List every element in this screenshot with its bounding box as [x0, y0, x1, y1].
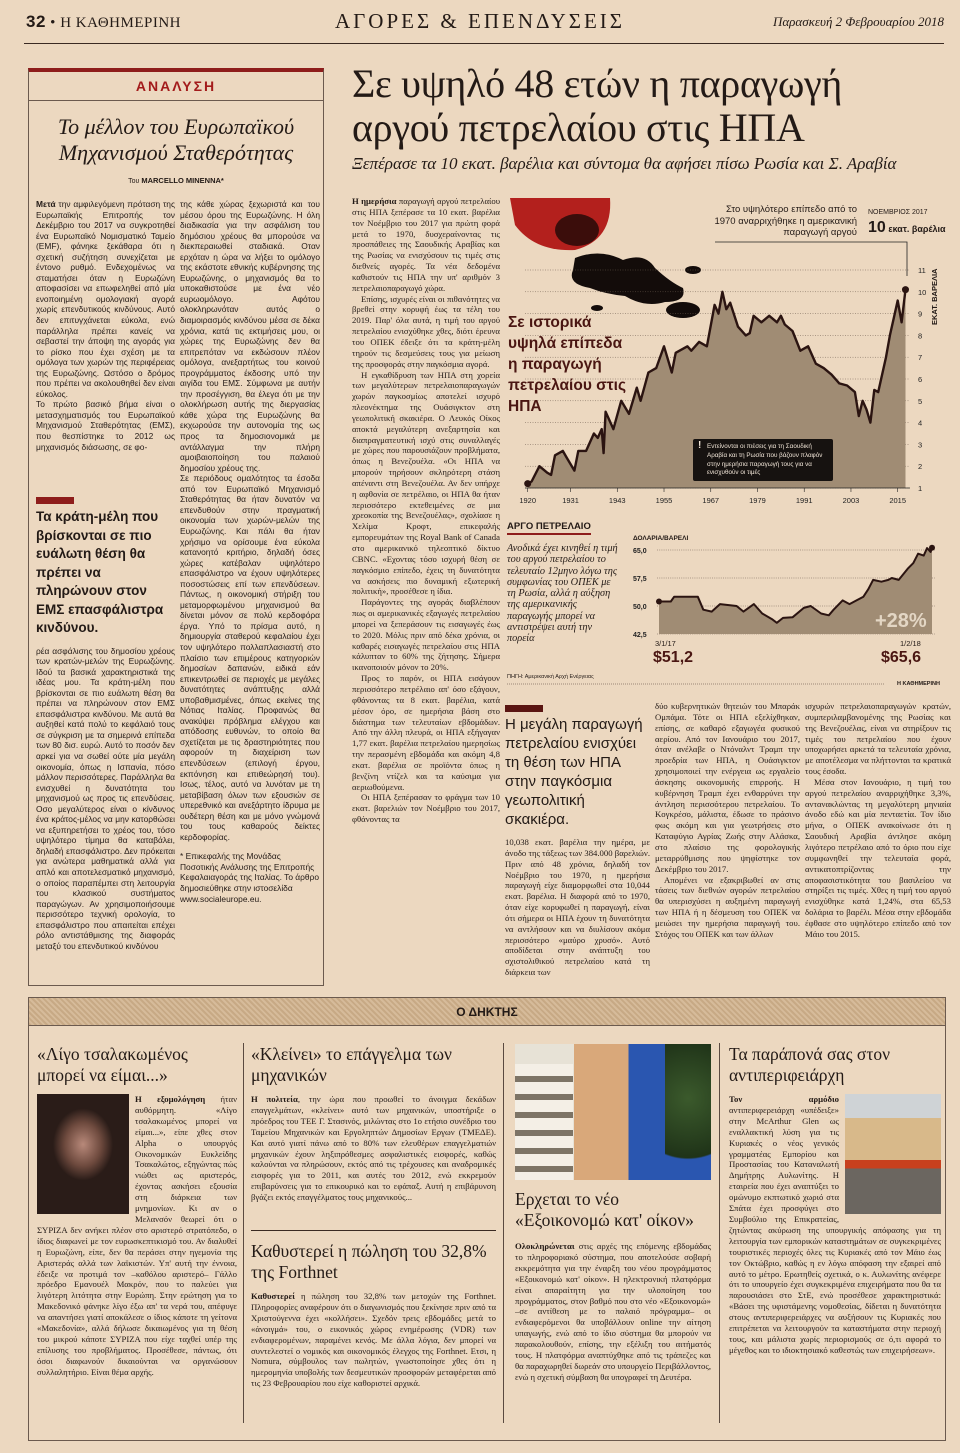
lead-word: Ολοκληρώνεται: [515, 1241, 575, 1251]
paragraph: Παράγοντες της αγοράς διαβλέπουν πως οι αμερικανικές εξαγωγές πετρελαίου μπορεί να ξεπεράσουν τις εισαγωγές έως το 2020. Μόλις πριν από δέκα χρόνια, οι καθαρές εισαγωγές πετρελαίου στις ΗΠΑ κάλυπταν το 60% της ζήτησης. Σήμερα ικανοποιούν μόνον το 20%.: [352, 597, 500, 673]
annotation-unit: εκατ. βαρέλια: [888, 224, 946, 234]
byline-prefix: Του: [128, 178, 140, 185]
analysis-col2: [180, 199, 320, 985]
paragraph: [36, 199, 175, 399]
x-tick-label: 2003: [842, 496, 860, 505]
main-article-col2: [505, 705, 650, 982]
main-article-col4: [805, 701, 951, 982]
y-tick-label: 65,0: [633, 548, 647, 555]
oil-barrel-illustration: [510, 198, 701, 318]
y-tick-label: 3: [918, 440, 923, 450]
paragraph: [251, 1094, 496, 1203]
divider: [251, 1230, 496, 1231]
end-price: $65,6: [881, 649, 922, 666]
peak-point-nov-2017: [902, 286, 909, 293]
exclamation-icon: !: [698, 440, 702, 451]
paragraph: [515, 1241, 711, 1383]
item-tsakalotos: [37, 1044, 237, 1434]
x-tick-label: 1931: [562, 496, 579, 505]
pull-quote-text: Η μεγάλη παραγωγή πετρελαίου ενισχύει τη θέση των ΗΠΑ στην παγκόσμια γεωπολιτική σκακιέρα.: [505, 716, 643, 828]
divider: [243, 1043, 244, 1423]
main-article-col3: [655, 701, 800, 982]
item-title: Τα παράπονά σας στον αντιπεριφειάρχη: [729, 1044, 891, 1085]
y-tick-label: 42,5: [633, 632, 647, 639]
item-title: «Κλείνει» το επάγγελμα των μηχανικών: [251, 1044, 452, 1085]
lead-word: Καθυστερεί: [251, 1291, 295, 1301]
end-date: 1/2/18: [900, 639, 921, 648]
photo-tree: [665, 1044, 711, 1180]
main-subtitle: Ξεπέρασε τα 10 εκατ. βαρέλια και σύντομα θα αφήσει πίσω Ρωσία και Σ. Αραβία: [352, 154, 897, 173]
end-point: [929, 545, 935, 551]
paragraph: Η εγκαθίδρυση των ΗΠΑ στη χορεία των μεγαλύτερων πετρελαιοπαραγωγών χωρών παγκοσμίως αποτελεί ισχυρό πλεονέκτημα της Ουάσιγκτον στη γεωπολιτική σκακιέρα. Ο Λευκός Οίκος αποκτά μεγαλύτερη ανεξαρτησία και διαπραγματευτική ισχύ στις συναλλαγές με χώρες που παρουσιάζουν προβλήματα, όπως η Βενεζουέλα. «Οι ΗΠΑ να μπορούν τηρήσουν σκληρότερη στάση απέναντι στη Βενεζουέλα. Αν δεν υπήρχε η αφθονία σε πετρέλαιο, οι ΗΠΑ θα ήταν περισσότερο εκτεθειμένες σε μια χρεοκοπία της Βενεζουέλας», σχολίασε η Χελίμα Κροφτ, επικεφαλής εμπορευμάτων της Royal Bank of Canada στο αμερικανικό τηλεοπτικό δίκτυο CBNC. «Εχοντας τόσο ισχυρή θέση σε παγκόσμιο επίπεδο, έχεις τη δυνατότητα να ασκήσεις πιο δυναμική εξωτερική πολιτική», προσέθεσε η ίδια.: [352, 369, 500, 597]
paragraph: Σε περιόδους ομαλότητος τα έσοδα από τον Ευρωπαϊκό Μηχανισμό Σταθερότητας θα ήταν δυνατόν να επενδυθούν στην πραγματική οικονομία των χωρών-μελών της Ευρωζώνης. Και πάλι θα ήταν χρήσιμο να ορίσουμε ένα εύκολα κατανοητό κριτήριο, δηλαδή όσες χώρες κατέβαλαν υψηλότερο επασφάλιστρο να έχουν υψηλότερες ποσοστώσεις επί των επενδύσεων. Πάντως, η οικονομική στήριξη του μεταμορφωμένου μηχανισμού θα δίνεται μόνον σε πολύ κερδοφόρα έργα. Υπό το πρίσμα αυτό, η δημιουργία σταθερού κεφαλαίου έχει τον υψηλότερο πολλαπλασιαστή στο πλαίσιο των επιμέρους κατηγοριών δημοσίων δαπανών, ειδικά εάν επικεντρωθεί σε περιοχές με μεγάλες δυνατότητες ανάπτυξης αλλά υποβαθμισμένες, όπως εκείνες της Νότιας Ιταλίας. Προφανώς θα ανακύψει πρόβλημα ελέγχου και απόδοσης ευθυνών, το οποίο θα σχετίζεται με τις δραστηριότητες που αφορούν τη διαχείριση των επενδύσεων (επιλογή έργου, εκπόνηση και επιθεώρησή του). Ισως, τέλος, αυτό να λυνόταν με τη μεταβίβαση όλων των εξουσιών σε υπερεθνικό και ανεξάρτητο ίδρυμα με ουδέτερη θέση και με μόνο γνώμονά του τους καθαρούς δείκτες κερδοφορίας.: [180, 473, 320, 842]
annotation-date: ΝΟΕΜΒΡΙΟΣ 2017: [868, 209, 928, 216]
headline-line: αργού πετρελαίου στις ΗΠΑ: [352, 105, 805, 150]
lead-word: Η ημερήσια: [352, 196, 397, 206]
y-tick-label: 6: [918, 375, 923, 384]
author-footnote: * Επικεφαλής της Μονάδας Ποσοτικής Ανάλυσης της Επιτροπής Κεφαλαιαγοράς της Ιταλίας. Το άρθρο δημοσιεύθηκε στην ιστοσελίδα www.socialeurope.eu.: [180, 851, 319, 904]
annotation-number: 10: [868, 219, 886, 236]
y-tick-label: 50,0: [633, 604, 647, 611]
pull-quote-text: Τα κράτη-μέλη που βρίσκονται σε πιο ευάλωτη θέση θα πρέπει να πληρώνουν στον ΕΜΣ επασφάλιστρα κινδύνου.: [36, 509, 164, 635]
chart-annotation: Στο υψηλότερο επίπεδο από το 1970 αναρριχήθηκε η αμερικανική παραγωγή αργού: [714, 204, 857, 238]
photo-apartment-building: [515, 1044, 711, 1180]
page-number: 32: [26, 12, 46, 31]
pull-quote-bar: [505, 705, 543, 712]
photo-outlet-village: [845, 1094, 941, 1214]
y-axis-label: ΕΚΑΤ. ΒΑΡΕΛΙΑ: [930, 268, 939, 325]
y-tick-label: 2: [918, 462, 923, 472]
paragraph: Μέσα στον Ιανουάριο, η τιμή του αργού πετρελαίου αναρριχήθηκε 3,3%, αντανακλώντας τη μεγαλύτερη μηνιαία άνοδο εδώ και μία πενταετία. Τον ίδιο μήνα, ο ΟΠΕΚ ανακοίνωσε ότι η Σαουδική Αραβία άντλησε ακόμη λιγότερο πετρέλαιο από το όριο που είχε συμφωνηθεί την τελευταία φορά, αντικατοπτρίζοντας την αποφασιστικότητα του βασιλείου να στηρίξει τις τιμές. Χθες η τιμή του αργού ενισχύθηκε κατά 1,24%, στα 65,53 δολάρια το βαρέλι. Μέσα στην εβδομάδα έφθασε στο υψηλότερο επίπεδο από τον Μάιο του 2015.: [805, 776, 951, 939]
photo-balconies: [515, 1064, 573, 1180]
change-percent: +28%: [875, 610, 927, 632]
text: παραγωγή αργού πετρελαίου στις ΗΠΑ ξεπέρασε τα 10 εκατ. βαρέλια τον Νοέμβριο του 2017 για πρώτη φορά μετά το 1970, δυσχεραίνοντας τις προσπάθειες της Σαουδικής Αραβίας και της Ρωσίας να ενισχύσουν τις τιμές στις διεθνείς αγορές. Τα νέα δεδομένα καθιστούν τις ΗΠΑ την υπ' αριθμόν 3 πετρελαιοπαραγωγό χώρα.: [352, 196, 500, 293]
item-exoikonomo: [515, 1044, 711, 1434]
y-tick-label: 9: [918, 309, 923, 319]
x-tick-label: 1955: [655, 496, 673, 505]
lead-word: Τον αρμόδιο: [729, 1094, 839, 1104]
crude-price-chart: [505, 510, 960, 700]
paragraph: [251, 1291, 496, 1389]
x-tick-label: 1967: [702, 496, 720, 505]
price-chart-title: ΑΡΓΟ ΠΕΤΡΕΛΑΙΟ: [507, 521, 591, 535]
paragraph: Απομένει να εξακριβωθεί αν στις τάσεις των διεθνών αγορών πετρελαίου θα υπερισχύσει η αυξημένη παραγωγή των ΗΠΑ ή η δέσμευση του ΟΠΕΚ να μειώσει την ημερήσια παραγωγή του. Στόχος του ΟΠΕΚ και των άλλων: [655, 874, 800, 939]
paragraph: 10,038 εκατ. βαρέλια την ημέρα, με άνοδο της τάξεως των 384.000 βαρελιών. Πριν από 48 χρόνια, δηλαδή τον Νοέμβριο του 1970, η ημερήσια παραγωγή είχε διαμορφωθεί στα 10,044 εκατ. βαρέλια. Η διαφορά από το 1970, όταν είχε κορυφωθεί η παραγωγή, είναι ότι σήμερα οι ΗΠΑ έχουν τη δυνατότητα να αντλήσουν και να διυλίσουν ακόμα περισσότερο «μαύρο χρυσό». Αυτό αποδίδεται στην ανάπτυξη του σχιστολιθικού πετρελαίου κατά τη διάρκεια των: [505, 837, 650, 978]
x-tick-label: 1920: [519, 496, 537, 505]
paragraph: [352, 196, 500, 294]
paragraph: δύο κυβερνητικών θητειών του Μπαράκ Ομπάμα. Τότε οι ΗΠΑ εξελίχθηκαν, επίσης, σε καθαρό εξαγωγέα φυσικού αερίου. Από τον Ιανουάριο του 2017, όταν ανέλαβε ο Ντόναλντ Τραμπ την προεδρία των ΗΠΑ, η Ουάσιγκτον χρησιμοποιεί την ενέργεια ως εργαλείο άσκησης οικονομικής επιρροής. Η κυβέρνηση Τραμπ έχει ενθαρρύνει την άντληση περισσότερου πετρελαίου. Το Κογκρέσο, μάλιστα, έδωσε το πράσινο φως ακόμη και για γεωτρήσεις στο Καταφύγιο Αγρίας Ζωής στην Αλάσκα, στο πλαίσιο της φορολογικής μεταρρύθμισης που ψηφίστηκε τον Δεκέμβριο του 2017.: [655, 701, 800, 874]
x-tick-label: 1979: [749, 496, 766, 505]
item-title: Ερχεται το νέο «Εξοικονομώ κατ' οίκον»: [515, 1189, 694, 1230]
price-y-label: ΔΟΛΑΡΙΑ/ΒΑΡΕΛΙ: [633, 535, 689, 542]
analysis-col1-top: [36, 199, 175, 495]
start-date: 3/1/17: [655, 639, 676, 648]
item-mcarthur-glen: [729, 1044, 941, 1434]
item-title: «Λίγο τσαλακωμένος μπορεί να είμαι...»: [37, 1044, 188, 1085]
y-tick-label: 11: [918, 266, 926, 275]
item-title: Καθυστερεί η πώληση του 32,8% της Forthnet: [251, 1241, 487, 1282]
main-pull-quote: [505, 705, 650, 829]
paragraph: Επίσης, ισχυρές είναι οι πιθανότητες να βρεθεί στην κορυφή έως τα τέλη του 2019. Παρ' όλα αυτά, η τιμή του αργού πετρελαίου ενισχύθηκε χθες, διότι έρευνα του ΟΠΕΚ έδειξε ότι τα κράτη-μέλη τηρούν τις δεσμεύσεις τους για μείωση της προσφοράς στην παγκόσμια αγορά.: [352, 293, 500, 369]
start-price: $51,2: [653, 649, 694, 666]
chart-credit: Η ΚΑΘΗΜΕΡΙΝΗ: [897, 681, 940, 687]
chart-note-box: [693, 439, 833, 481]
chart-source: ΠΗΓΗ: Αμερικανική Αρχή Ενέργειας: [507, 674, 594, 680]
text: η πώληση του 32,8% των μετοχών της Forthnet. Πληροφορίες αναφέρουν ότι ο διαγωνισμός που ξεκίνησε πριν από τα Χριστούγεννα έχει «κολλήσει». Σχεδόν τρεις εβδομάδες μετά το «άνοιγμά» του, ο εικονικός χώρος ενημέρωσης (VDR) των ενδιαφερομένων, παραμένει κενός. Με άλλα λόγια, δεν μπορεί να συντελεστεί ο νομικός και οικονομικός έλεγχος της Forthnet. Ετσι, η Nomura, σύμβουλος των πωλητών, γνωστοποίησε χθες ότι η ημερομηνία υποβολής των δεσμευτικών προσφορών μεταφέρεται από τις 23 Φεβρουαρίου που είχε καθοριστεί αρχικά.: [251, 1291, 496, 1389]
y-tick-label: 8: [918, 331, 923, 341]
main-headline: [352, 62, 842, 150]
title-line: Το μέλλον του Ευρωπαϊκού: [57, 114, 295, 139]
y-tick-label: 5: [918, 396, 923, 406]
page-header-left: 32 • Η ΚΑΘΗΜΕΡΙΝΗ: [26, 12, 181, 31]
main-article-col1: [352, 196, 500, 982]
byline-author: MARCELLO MINENNA*: [141, 176, 224, 185]
start-point: [524, 480, 531, 487]
chart-note: Εντείνονται οι πιέσεις για τη Σαουδική Αραβία και τη Ρωσία που βάζουν πλαφόν στην ημερήσια παραγωγή τους για να ενισχυθούν οι τιμές: [707, 443, 823, 477]
analysis-article: [28, 68, 324, 986]
y-tick-label: 7: [918, 353, 923, 363]
item-engineers: [251, 1044, 496, 1434]
column-band: Ο ΔΗΚΤΗΣ: [29, 998, 945, 1026]
header-divider: [24, 43, 944, 44]
text: στις αρχές της επόμενης εβδομάδας το πληροφοριακό σύστημα, που αποτελούσε σοβαρή εκκρεμότητα για την έναρξη του νέου προγράμματος «Εξοικονομώ κατ' οίκον». Η ηλεκτρονική πλατφόρμα είναι απαραίτητη για την υλοποίηση του προγράμματος, στον βαθμό που στο νέο «Εξοικονομώ» –σε αντίθεση με το παλαιό πρόγραμμα– οι ενδιαφερόμενοι θα υποβάλλουν online την αίτηση υπαγωγής, ενώ από το ίδιο σύστημα θα μπορούν να παρακολουθούν, επίσης, την εξέλιξη του αιτήματός τους. Η πλατφόρμα αναπτύχθηκε από τις τράπεζες και θα παραχωρηθεί δωρεάν στο υπουργείο Περιβάλλοντος, ενώ η σχετική σύμβαση θα υπογραφεί τη Δευτέρα.: [515, 1241, 711, 1382]
analysis-col1-bottom: [36, 646, 175, 986]
text: , την ώρα που προωθεί το άνοιγμα δεκάδων επαγγελμάτων, «κλείνει» αυτό των μηχανικών, υποστήριξε ο πρόεδρος του ΤΕΕ Γ. Στασινός, μιλώντας στο 1ο ετήσιο συνέδριο του Ταμείου Μηχανικών και Εργοληπτών Δημοσίων Εργων (ΤΜΕΔΕ). Και αυτό γιατί πάνω από το 80% των ελευθέρων επαγγελματιών μηχανικών έχουν ληξιπρόθεσμες ασφαλιστικές εισφορές, καθώς καλούνται να πληρώσουν, εκτός από τις τρέχουσες και αναδρομικές εισφορές για το 2011, και αυτές του 2012, ενώ εκκρεμούν επιβαρύνσεις για το επικουρικό και το εφάπαξ. Αυτή η επιβάρυνση βγάζει εκτός επαγγέλματος τους μηχανικούς...: [251, 1094, 496, 1203]
analysis-col1: [36, 199, 175, 985]
pull-quote: [36, 497, 175, 638]
text: την αμφιλεγόμενη πρόταση της Ευρωπαϊκής Επιτροπής τον Δεκέμβριο του 2017 να συγκροτηθεί ένα Ευρωπαϊκό Νομισματικό Ταμείο (EMF), φάνηκε ξεκάθαρα ότι η σχετική συζήτηση συνεχίζεται με έντονο ρυθμό. Ενδεχομένως να σταματήσει όταν η Ευρωζώνη αποφασίσει να επωφεληθεί από μία ενοποιημένη ομολογιακή αγορά χωρίς επενδυτικούς κινδύνους. Αυτό δεν επιτυγχάνεται εύκολα, ενώ παράλληλα πρέπει κανείς να σεβαστεί την άποψη της αγοράς για το ρίσκο που έχει σχέση με τα ομόλογα των χωρών της περιφέρειας της Ευρωζώνης. Ωστόσο ο δρόμος που πρέπει να ακολουθηθεί δεν είναι εύκολος.: [36, 199, 175, 399]
section-title: ΑΓΟΡΕΣ & ΕΠΕΝΔΥΣΕΙΣ: [334, 9, 625, 33]
us-oil-production-chart: [505, 190, 960, 520]
main-article-col2-text: [505, 837, 650, 982]
issue-date: Παρασκευή 2 Φεβρουαρίου 2018: [772, 14, 944, 29]
photo-minister: [37, 1094, 129, 1214]
text: αντιπεριφερειάρχη «υπέδειξε» στην McArthur Glen ως εναλλακτική λύση για τις Κυριακές ο νέος γενικός γραμματέας Εμπορίου και Προστασίας του Καταναλωτή Δημήτρης Αυλωνίτης. Η εταιρεία που έχει αναπτύξει το ομώνυμο εκπτωτικό χωριό στα Σπάτα έχει προσφύγει στο Συμβούλιο της Επικρατείας, ζητώντας ακύρωση της υπουργικής απόφασης για τη λειτουργία των εμπορικών καταστημάτων σε συγκεκριμένες τουριστικές περιοχές όλες τις Κυριακές από τον Μάιο έως τον Οκτώβριο, καθώς η εν λόγω απόφαση την εξαιρεί από αυτό το μέτρο. Ερωτηθείς σχετικά, ο κ. Αυλωνίτης ανέφερε ότι το υπουργείο έχει συγκεκριμένα επιχειρήματα που θα τα παρουσιάσει στο ΣτΕ, ενώ προσέθεσε χαρακτηριστικά: «Βάσει της υφιστάμενης νομοθεσίας, δίδεται η δυνατότητα στους αντιπεριφερειάρχες να αυξήσουν τις Κυριακές που επιτρέπεται να λειτουργούν τα καταστήματα στην περιοχή τους, και μάλιστα χωρίς περιορισμούς σε ό,τι αφορά το μέγεθος και το ιδιοκτησιακό καθεστώς των επιχειρήσεων».: [729, 1104, 941, 1355]
headline-line: Σε υψηλό 48 ετών η παραγωγή: [352, 61, 843, 106]
x-tick-label: 1943: [608, 496, 626, 505]
annotation-value: [868, 219, 946, 237]
x-tick-label: 1991: [795, 496, 813, 505]
paragraph: ρέα ασφάλισης του δημοσίου χρέους των κρατών-μελών της Ευρωζώνης. Ιδού τα βασικά χαρακτηριστικά της ιδέας μου. Τα κράτη-μέλη που βρίσκονται σε πιο ευάλωτη θέση θα πρέπει να πληρώνουν στον ΕΜΣ επασφάλιστρα κινδύνου. Με αυτά θα αυξηθεί κατά πολύ το κεφάλαιό τους σε σύγκριση με τα σημερινά επίπεδα των 80 δισ. ευρώ. Αυτό το ποσόν δεν αρκεί για να σωθεί ούτε μία μεγάλη οικονομία, όπως η Ισπανία, πόσο μάλλον περισσότερες. Παράλληλα θα ενισχυθεί η δυνατότητα του μηχανισμού ως προς τις επενδύσεις. Οσο μεγαλύτερος είναι ο κίνδυνος ένα κράτος-μέλος να μην κατορθώσει να εξυπηρετήσει το χρέος του, τόσο υψηλότερο τίμημα θα καταβάλει, δηλαδή επασφάλιστρο. Δεν πρόκειται για ανώτερα μαθηματικά αλλά για απλό και αποτελεσματικό μηχανισμό, ο οποίος παραπέμπει στη λειτουργία του κλασικού συστήματος παραγώγων. Αν χρησιμοποιήσουμε περισσότερο τεχνική ορολογία, το επασφάλιστρο που απαιτείται επέχει ρόλο αντιστάθμισης της διαφοράς μεταξύ του επενδυτικού κινδύνου: [36, 645, 175, 951]
lead-word: Η εξομολόγηση: [135, 1094, 206, 1104]
x-tick-label: 2015: [889, 496, 907, 505]
start-point: [656, 599, 662, 605]
lead-word: Η πολιτεία: [251, 1094, 298, 1104]
analysis-title: [29, 114, 323, 166]
column-o-diktis: [28, 997, 946, 1441]
newspaper-name: Η ΚΑΘΗΜΕΡΙΝΗ: [60, 15, 181, 31]
y-tick-label: 57,5: [633, 576, 647, 583]
item-text-block: [37, 1094, 237, 1434]
price-chart-caption: Ανοδικά έχει κινηθεί η τιμή του αργού πετρελαίου το τελευταίο 12μηνο λόγω της συμφωνίας του ΟΠΕΚ με τη Ρωσία, αλλά η αύξηση της αμερικανικής παραγωγής μπορεί να αντιστρέψει αυτή την πορεία: [507, 543, 618, 645]
y-tick-label: 1: [918, 484, 923, 493]
y-tick-label: 4: [918, 418, 923, 428]
paragraph: Προς το παρόν, οι ΗΠΑ εισάγουν περισσότερο πετρέλαιο απ' όσο εξάγουν, φθάνοντας τα 8 εκατ. βαρέλια, κατά μέσον όρο, σε ημερήσια βάση στο διάστημα των τελευταίων εβδομάδων. Από την άλλη πλευρά, οι ΗΠΑ εξήγαγαν 1,77 εκατ. βαρέλια πετρελαίου ημερησίως την περασμένη εβδομάδα και ακόμη 4,8 εκατ. βαρέλια σε προϊόντα όπως η βενζίνη ντίζελ και τα καύσιμα για αεριωθούμενα.: [352, 673, 500, 792]
text: ήταν αυθόρμητη. «Λίγο τσαλακωμένος μπορεί να είμαι...», είπε χθες στον Alpha ο υπουργός Οικονομικών Ευκλείδης Τσακαλώτος, εξηγώντας πώς νιώθει ως αριστερός, έχοντας ασκήσει εξουσία στη διάρκεια των μνημονίων. Κι αν ο Μελανσόν θεωρεί ότι ο ΣΥΡΙΖΑ δεν ανήκει πλέον στο αριστερό στρατόπεδο, ο ίδιος διαφωνεί με τον ευρωσκεπτικισμό του. Αν διαλυθεί η Ευρωζώνη, είπε, δεν θα περάσει στην ηγεμονία της Αριστεράς αλλά των λαϊκιστών. Υπ' αυτή την έννοια, έδειξε να προτιμά τον –καθόλου αριστερό– Γάλλο πρόεδρο Εμανουέλ Μακρόν, που το παλεύει για λιγότερη λιτότητα στην Ευρώπη. Στην ερώτηση για το Μακεδονικό φάνηκε λίγο έξω απ' τα νερά του, απέφυγε να απαντήσει γιατί αποκάλεσε ο ίδιος κάποτε τη γείτονα «Μακεδονία», αλλά δήλωσε δικαιωμένος για τη θέση του μικρού κάποτε ΣΥΡΙΖΑ που είχε ταχθεί υπέρ της επίλυσης του προβλήματος. Προσέθεσε, πάντως, ότι όσοι διαφωνούν δικαιούνται να οργανώσουν συλλαλητήριο. Είναι θέμα αρχής.: [37, 1094, 237, 1377]
byline: [29, 176, 323, 185]
paragraph: Το πρώτο βασικό βήμα είναι ο μετασχηματισμός του Ευρωπαϊκού Μηχανισμού Σταθερότητας (ΕΜΣ), που θεσπίστηκε το 2012 ως μηχανισμός διάσωσης, σε φο-: [36, 399, 175, 452]
divider: [29, 100, 323, 101]
annotation-leader-line: [715, 242, 907, 276]
lead-word: Μετά: [36, 199, 56, 209]
pull-quote-bar: [36, 497, 74, 504]
y-tick-label: 10: [918, 287, 927, 297]
paragraph: Οι ΗΠΑ ξεπέρασαν το φράγμα των 10 εκατ. βαρελιών τον Νοέμβριο του 2017, φθάνοντας τα: [352, 792, 500, 825]
analysis-label: ΑΝΑΛΥΣΗ: [135, 78, 217, 94]
chart-title: Σε ιστορικά υψηλά επίπεδα η παραγωγή πετρελαίου στις ΗΠΑ: [508, 314, 627, 415]
paragraph: της κάθε χώρας ξεχωριστά και του μέσου όρου της Ευρωζώνης. Η όλη διαδικασία για την ασφάλιση του δημόσιου χρέους θα μπορούσε να διεκπεραιωθεί σταδιακά. Οταν ερχόταν η ώρα να λήξει το ομόλογο της εκάστοτε εθνικής κυβέρνησης της Ευρωζώνης, ο μηχανισμός θα το υποκαθιστούσε με ένα νέο ευρωομόλογο. Αφότου ολοκληρωνόταν αυτός ο διαμοιρασμός κινδύνου μέσα σε δέκα χρόνια, κατά τις εκτιμήσεις μου, οι χώρες της Ευρωζώνης δεν θα επιτρεπόταν να εκδώσουν πλέον ομόλογα, ανεξαρτήτως του κοινού προγράμματος έκδοσης υπό την αιγίδα του ΕΜΣ. Σύμφωνα με αυτήν την προσέγγιση, θα έλεγα ότι με την ολοκλήρωση αυτής της διεργασίας κάθε χώρα της Ευρωζώνης θα εκχωρούσε την αυτονομία της ως προς τα δημοσιονομικά με αντάλλαγμα την πλήρη αμοιβαιοποίηση του παλαιού δημοσίου χρέους της.: [180, 199, 320, 473]
paragraph: ισχυρών πετρελαιοπαραγωγών κρατών, συμπεριλαμβανομένης της Ρωσίας και της Βενεζουέλας, είναι να στηρίξουν τις τιμές του πετρελαίου που έχουν υποχωρήσει αρκετά τα τελευταία χρόνια, με αποτέλεσμα να πλήττονται τα κρατικά τους έσοδα.: [805, 701, 951, 777]
divider: [719, 1043, 720, 1423]
divider: [503, 1043, 504, 1423]
title-line: Μηχανισμού Σταθερότητας: [58, 140, 294, 165]
